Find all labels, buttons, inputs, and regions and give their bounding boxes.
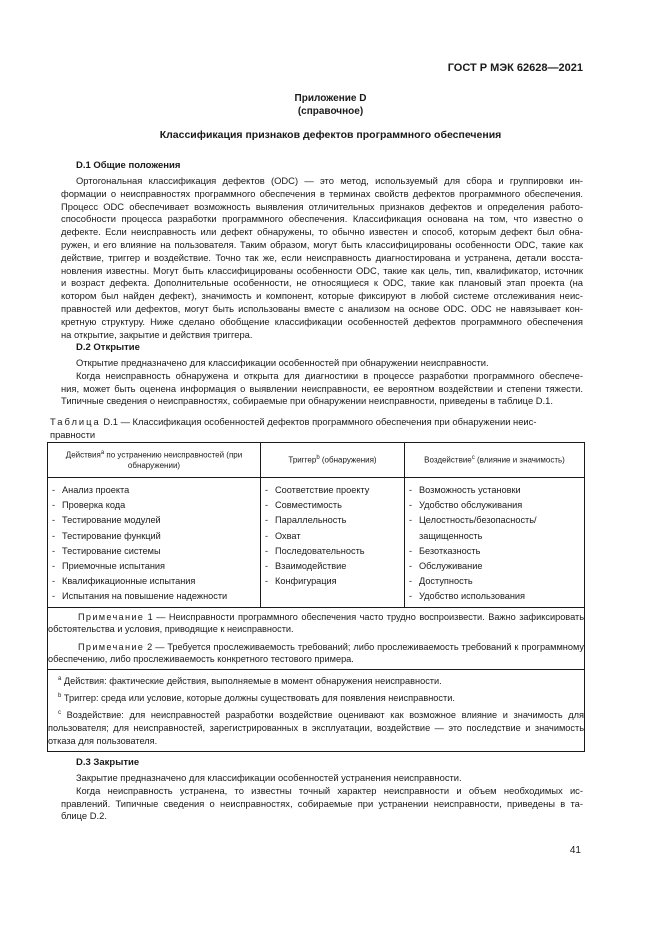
list-item: - Обслуживание [409,559,580,574]
body-line: Типичные сведения о неисправностях, собираемые при обнаружении неисправности, приведены в таблице D.1. [61,395,553,407]
list-item: - Удобство использования [409,589,580,604]
list-item: - Возможность установки [409,483,580,498]
body-line: Открытие предназначено для классификации особенностей при обнаружении неисправности. [76,357,489,368]
body-line: Когда неисправность устранена, то известны точный характер неисправности и объем необходимых ис- [76,784,583,796]
table-notes-row [48,607,585,669]
list-item: - Проверка кода [52,498,256,513]
page-number: 41 [569,845,581,856]
section-d3-heading: D.3 Закрытие [76,757,140,768]
list-item: - Квалификационные испытания [52,574,256,589]
body-line: правностей или дефектов, могут быть использованы вместе с анализом на основе ODC. ODC не навязывает кон- [61,302,583,314]
table-caption [50,416,584,442]
body-line: кретную структуру. Ниже сделано обобщение классификации особенностей дефектов программного обеспечения [61,315,583,327]
actions-cell [48,478,261,608]
document-title: Классификация признаков дефектов программного обеспечения [159,129,502,141]
table-note-2: Примечание 2 — Требуется прослеживаемость требований; либо прослеживаемость требований к программному обеспечению, либо прослеживаемость конкретного тестового примера. [48,641,584,665]
trigger-cell [261,478,405,608]
body-line: и возраст дефекта. Дополнительные особенности, не относящиеся к ODC, такие как плановый этап проекта (на [61,277,583,289]
body-line: дефекте. Если неисправность или дефект обнаружены, то обычно известен и способ, которым дефект был обна- [61,226,583,238]
list-item: - Взаимодействие [265,559,400,574]
list-item: - Безотказность [409,544,580,559]
list-item: - Конфигурация [265,574,400,589]
table-body-row [48,478,585,608]
body-line: Процесс ODC обеспечивает возможность выявления отличительных признаков дефектов и определения работо- [61,200,583,212]
body-line: на открытие, закрытие и действия триггера. [61,328,253,340]
body-line: ния, может быть оценена информация о выявлении неисправности, ее вероятном воздействии и степени тяжести. [61,382,583,394]
annex-subtitle: (справочное) [297,106,364,117]
section-d1-heading: D.1 Общие положения [76,160,181,171]
list-item: - Доступность [409,574,580,589]
list-item: - Охват [265,529,400,544]
body-line: Закрытие предназначено для классификации особенностей устранения неисправности. [76,772,462,783]
header-impact: Воздействие$^c$ (влияние и значимость) [405,443,585,478]
body-line: Когда неисправность обнаружена и открыта для диагностики в процессе разработки программного обеспече- [76,369,583,381]
list-item: - Последовательность [265,544,400,559]
annex-title: Приложение D [294,93,367,104]
list-item: - Тестирование функций [52,529,256,544]
body-line: новления известны. Могут быть классифицированы особенности ODC, такие как цель, тип, квалификатор, источник [61,264,583,276]
footnote-b: $^b$ Триггер: среда или условие, которые должны существовать для появления неисправности. [58,693,455,704]
list-item: - Тестирование модулей [52,513,256,528]
table-note-1: Примечание 1 — Неисправности программного обеспечения часто трудно воспроизвести. Важно зафиксировать обстоятельства и условия, приводящие к неисправности. [48,611,584,635]
section-d2-heading: D.2 Открытие [76,342,140,353]
list-item: - Совместимость [265,498,400,513]
section-d3-body [61,772,583,823]
table-caption-cont: правности [50,428,96,440]
table-notes [48,607,585,669]
list-item: - Удобство обслуживания [409,498,580,513]
body-line: ружен, и его влияние на пользователя. Таким образом, могут быть классифицированы особенности ODC, такие как [61,238,583,250]
body-line: блице D.2. [61,810,107,822]
list-item: - Испытания на повышение надежности [52,589,256,604]
list-item: - Анализ проекта [52,483,256,498]
body-line: способности процесса разработки программного обеспечения. Классификация основана на том, что известно о [61,213,583,225]
header-actions: Действия$^a$ по устранению неисправностей (при обнаружении) [48,443,261,478]
header-trigger: Триггер$^b$ (обнаружения) [261,443,405,478]
list-item: - Приемочные испытания [52,559,256,574]
section-d2-body [61,357,583,408]
table-caption-word: Таблица [50,416,101,427]
table-footnotes [48,670,585,752]
annex-heading [0,92,661,118]
table-header-row [48,443,585,478]
table-footnotes-row [48,670,585,752]
body-line: действие, триггер и воздействие. Точно так же, если неисправность диагностирована и устранена, детали восста- [61,251,583,263]
list-item: - Параллельность [265,513,400,528]
classification-table [47,442,585,752]
section-d1-body [61,175,583,341]
list-item: - Целостность/безопасность/ защищенность [409,513,580,543]
list-item: - Соответствие проекту [265,483,400,498]
footnote-a: $^a$ Действия: фактические действия, выполняемые в момент обнаружения неисправности. [58,676,442,687]
body-line: правлений. Типичные сведения о неисправностях, собираемые при устранении неисправности, приведены в та- [61,797,583,809]
table-caption-text: D.1 — Классификация особенностей дефектов программного обеспечения при обнаружении неис- [103,416,537,427]
impact-cell [405,478,585,608]
body-line: Ортогональная классификация дефектов (ODC) — это метод, используемый для сбора и группировки ин- [76,175,583,186]
body-line: формации о неисправностях программного обеспечения в терминах свойств дефектов программного обеспечения. [61,187,583,199]
standard-header: ГОСТ Р МЭК 62628—2021 [447,62,583,74]
body-line: котором был найден дефект), значимость и компонент, которые фиксируют в любой системе отслеживания неис- [61,290,583,302]
list-item: - Тестирование системы [52,544,256,559]
footnote-c: $^c$ Воздействие: для неисправностей разработки воздействие оценивают как возможное влияние и значимость для пользователя; для неисправностей, зарегистрированных в эксплуатации, воздействие — это последствие и значимость отказа для пользователя. [48,710,584,747]
